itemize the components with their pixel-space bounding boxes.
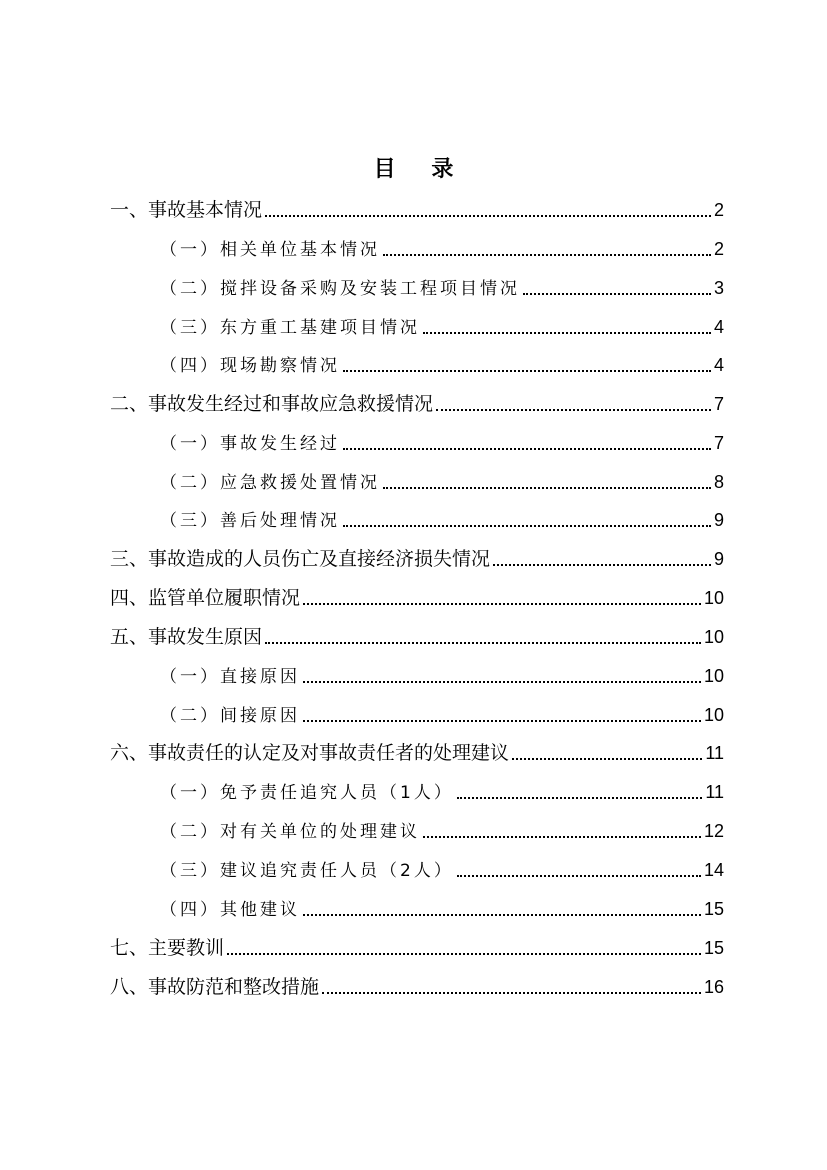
toc-entry-label: 二、事故发生经过和事故应急救援情况: [110, 393, 434, 415]
toc-entry[interactable]: [160, 855, 724, 885]
toc-entry-page: 11: [705, 743, 724, 763]
toc-entry-page: 14: [703, 860, 724, 880]
toc-entry-label: （三）善后处理情况: [160, 511, 340, 531]
toc-entry-page: 3: [713, 278, 724, 298]
dot-leader: [265, 214, 711, 217]
dot-leader: [343, 524, 711, 527]
dot-leader: [343, 447, 711, 450]
toc-entry-page: 2: [713, 239, 724, 259]
dot-leader: [303, 913, 701, 916]
toc-entry-label: （四）其他建议: [160, 900, 300, 920]
toc-entry-page: 7: [713, 433, 724, 453]
dot-leader: [227, 952, 701, 955]
toc-entry-label: （四）现场勘察情况: [160, 356, 340, 376]
dot-leader: [303, 602, 701, 605]
toc-entry-page: 8: [713, 472, 724, 492]
toc-entry[interactable]: [160, 350, 724, 380]
dot-leader: [322, 991, 701, 994]
toc-entry-label: （三）建议追究责任人员（2人）: [160, 861, 454, 881]
toc-entry-page: 16: [703, 977, 724, 997]
toc-entry-page: 11: [705, 782, 724, 802]
toc-entry-label: （一）免予责任追究人员（1人）: [160, 783, 454, 803]
toc-entry-page: 10: [703, 588, 724, 608]
toc-entry[interactable]: [160, 428, 724, 458]
dot-leader: [383, 486, 711, 489]
toc-entry-label: 三、事故造成的人员伤亡及直接经济损失情况: [110, 548, 491, 570]
toc-entry-page: 15: [703, 938, 724, 958]
toc-entry-page: 9: [713, 549, 724, 569]
toc-entry-label: 一、事故基本情况: [110, 199, 263, 221]
toc-entry[interactable]: [160, 273, 724, 303]
toc-entry-page: 4: [713, 355, 724, 375]
toc-title: 目 录: [373, 157, 468, 182]
dot-leader: [457, 874, 701, 877]
toc-entry[interactable]: [160, 312, 724, 342]
toc-entry[interactable]: [110, 544, 724, 574]
dot-leader: [265, 641, 701, 644]
toc-entry-label: （二）间接原因: [160, 706, 300, 726]
toc-entry-page: 10: [703, 627, 724, 647]
dot-leader: [457, 796, 702, 799]
dot-leader: [383, 253, 711, 256]
toc-entry-page: 12: [703, 821, 724, 841]
toc-entry-page: 2: [713, 200, 724, 220]
toc-entry[interactable]: [160, 234, 724, 264]
toc-entry-label: 八、事故防范和整改措施: [110, 976, 320, 998]
toc-entry-label: （一）直接原因: [160, 667, 300, 687]
toc-entry-page: 7: [713, 394, 724, 414]
toc-entry[interactable]: [110, 738, 724, 768]
toc-entry[interactable]: [160, 777, 724, 807]
toc-entry[interactable]: [160, 467, 724, 497]
dot-leader: [423, 331, 711, 334]
toc-entry[interactable]: [110, 933, 724, 963]
dot-leader: [523, 292, 711, 295]
dot-leader: [303, 719, 701, 722]
toc-entry[interactable]: [160, 816, 724, 846]
toc-entry-label: （一）相关单位基本情况: [160, 240, 380, 260]
dot-leader: [512, 757, 702, 760]
toc-entry[interactable]: [110, 195, 724, 225]
toc-entry[interactable]: [110, 972, 724, 1002]
toc-entry[interactable]: [160, 700, 724, 730]
toc-entry-label: 七、主要教训: [110, 937, 225, 959]
dot-leader: [436, 408, 711, 411]
toc-entry-label: （二）搅拌设备采购及安装工程项目情况: [160, 279, 520, 299]
toc-entry-label: 五、事故发生原因: [110, 626, 263, 648]
toc-entry[interactable]: [160, 894, 724, 924]
toc-entry-label: （二）应急救援处置情况: [160, 473, 380, 493]
dot-leader: [303, 680, 701, 683]
toc-entry-label: （三）东方重工基建项目情况: [160, 318, 420, 338]
dot-leader: [423, 835, 701, 838]
toc-entry-page: 10: [703, 666, 724, 686]
toc-entry-page: 4: [713, 317, 724, 337]
dot-leader: [343, 369, 711, 372]
toc-entry-page: 9: [713, 510, 724, 530]
toc-entry-label: （二）对有关单位的处理建议: [160, 822, 420, 842]
toc-entry-page: 15: [703, 899, 724, 919]
dot-leader: [493, 563, 711, 566]
toc-entry[interactable]: [110, 583, 724, 613]
toc-entry-label: 四、监管单位履职情况: [110, 587, 301, 609]
toc-entry[interactable]: [110, 622, 724, 652]
toc-entry[interactable]: [110, 389, 724, 419]
toc-entry-label: 六、事故责任的认定及对事故责任者的处理建议: [110, 742, 510, 764]
toc-entry[interactable]: [160, 505, 724, 535]
toc-entry-page: 10: [703, 705, 724, 725]
toc-entry-label: （一）事故发生经过: [160, 434, 340, 454]
toc-entry[interactable]: [160, 661, 724, 691]
